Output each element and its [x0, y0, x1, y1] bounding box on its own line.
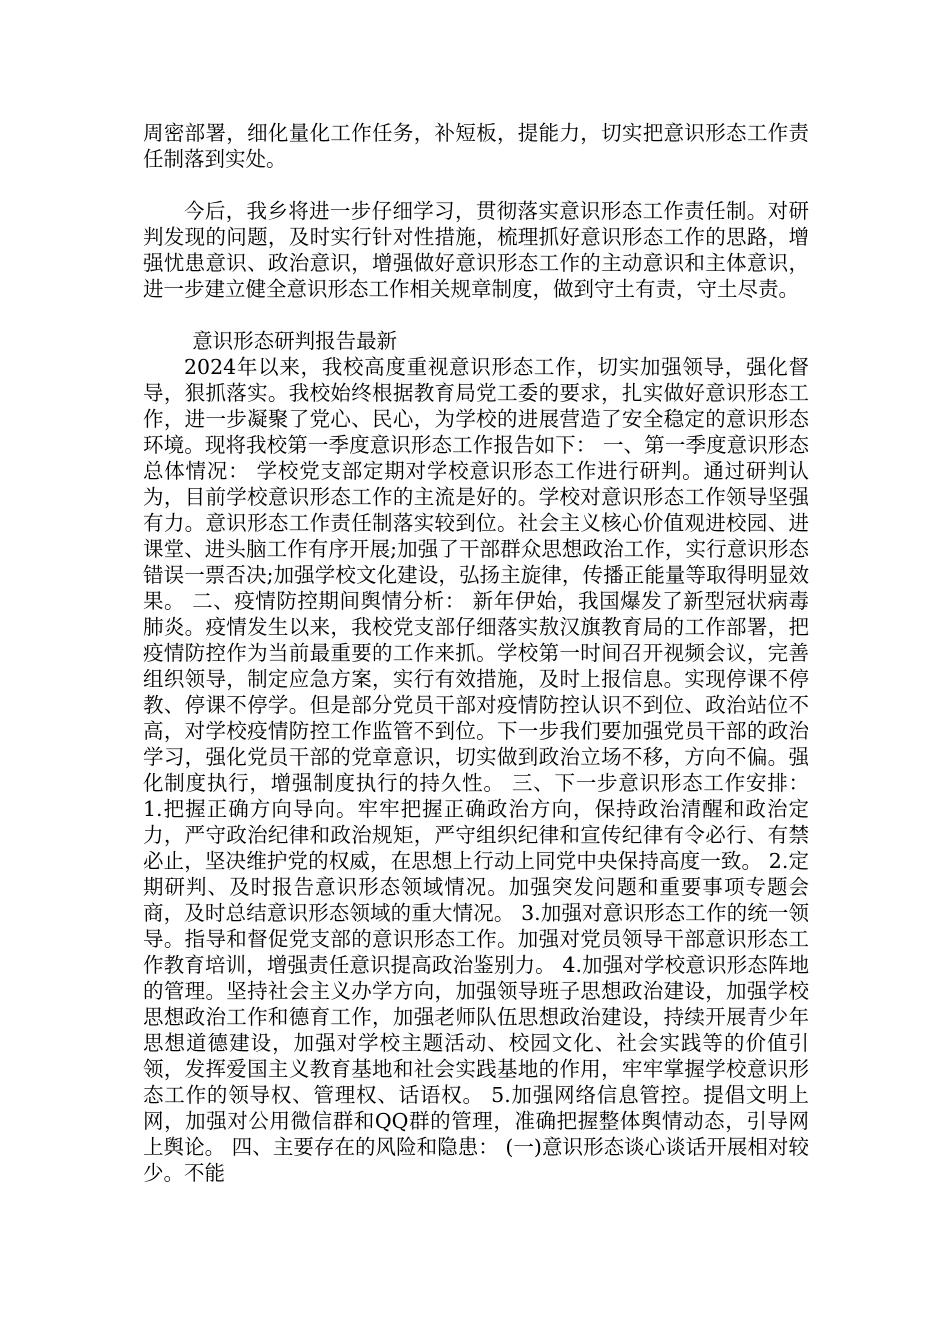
paragraph-report-body: 2024年以来，我校高度重视意识形态工作，切实加强领导，强化督导，狠抓落实。我校始终根据教育局党工委的要求，扎实做好意识形态工作，进一步凝聚了党心、民心，为学校的进展营造了安全稳定的意识形态环境。现将我校第一季度意识形态工作报告如下： 一、第一季度意识形态总体情况： 学校党支部定期对学校意识形态工作进行研判。通过研判认为，目前学校意识形态工作的主流是好的。学校对意识形态工作领导坚强有力。意识形态工作责任制落实较到位。社会主义核心价值观进校园、进课堂、进头脑工作有序开展;加强了干部群众思想政治工作，实行意识形态错误一票否决;加强学校文化建设，弘扬主旋律，传播正能量等取得明显效果。 二、疫情防控期间舆情分析： 新年伊始，我国爆发了新型冠状病毒肺炎。疫情发生以来，我校党支部仔细落实敖汉旗教育局的工作部署，把疫情防控作为当前最重要的工作来抓。学校第一时间召开视频会议，完善组织领导，制定应急方案，实行有效措施，及时上报信息。实现停课不停教、停课不停学。但是部分党员干部对疫情防控认识不到位、政治站位不高，对学校疫情防控工作监管不到位。下一步我们要加强党员干部的政治学习，强化党员干部的党章意识，切实做到政治立场不移，方向不偏。强化制度执行，增强制度执行的持久性。 三、下一步意识形态工作安排： 1.把握正确方向导向。牢牢把握正确政治方向，保持政治清醒和政治定力，严守政治纪律和政治规矩，严守组织纪律和宣传纪律有令必行、有禁必止，坚决维护党的权威，在思想上行动上同党中央保持高度一致。 2.定期研判、及时报告意识形态领域情况。加强突发问题和重要事项专题会商，及时总结意识形态领域的重大情况。 3.加强对意识形态工作的统一领导。指导和督促党支部的意识形态工作。加强对党员领导干部意识形态工作教育培训，增强责任意识提高政治鉴别力。 4.加强对学校意识形态阵地的管理。坚持社会主义办学方向，加强领导班子思想政治建设，加强学校思想政治工作和德育工作，加强老师队伍思想政治建设，持续开展青少年思想道德建设，加强对学校主题活动、校园文化、社会实践等的价值引领，发挥爱国主义教育基地和社会实践基地的作用，牢牢掌握学校意识形态工作的领导权、管理权、话语权。 5.加强网络信息管控。提倡文明上网，加强对公用微信群和QQ群的管理，准确把握整体舆情动态，引导网上舆论。 四、主要存在的风险和隐患： (一)意识形态谈心谈话开展相对较少。不能: [143, 355, 809, 1185]
paragraph-future-plans: 今后，我乡将进一步仔细学习，贯彻落实意识形态工作责任制。对研判发现的问题，及时实行针对性措施，梳理抓好意识形态工作的思路，增强忧患意识、政治意识，增强做好意识形态工作的主动意识和主体意识，进一步建立健全意识形态工作相关规章制度，做到守土有责，守土尽责。: [143, 199, 809, 301]
section-title: 意识形态研判报告最新: [192, 329, 398, 353]
paragraph-gap: [143, 302, 809, 328]
document-page: [143, 120, 809, 1186]
paragraph-continuation: 周密部署，细化量化工作任务，补短板，提能力，切实把意识形态工作责任制落到实处。: [143, 121, 809, 171]
paragraph-gap: [143, 172, 809, 198]
